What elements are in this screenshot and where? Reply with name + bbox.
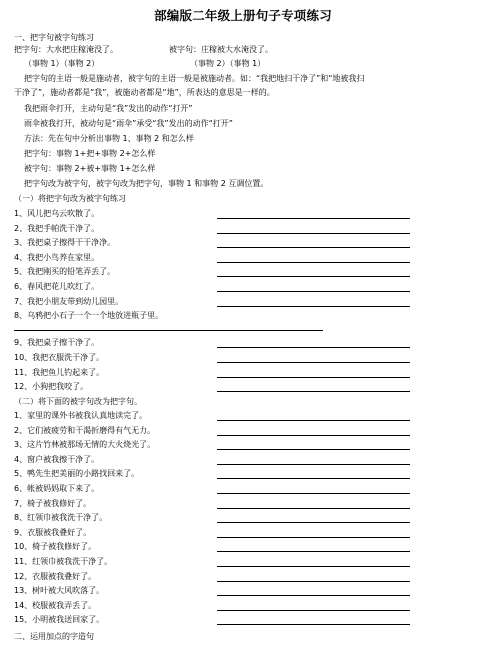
exercise-sentence: 5、鸭先生把美丽的小路找回来了。 bbox=[14, 469, 140, 479]
answer-line[interactable] bbox=[217, 493, 410, 494]
answer-line[interactable] bbox=[217, 478, 410, 479]
marks-left: （事物 1）（事物 2） bbox=[24, 59, 100, 68]
exercise-sentence: 1、风儿把乌云吹散了。 bbox=[14, 209, 100, 218]
answer-line[interactable] bbox=[217, 435, 410, 436]
exercise-sentence: 13、树叶被大风吹落了。 bbox=[14, 586, 105, 596]
answer-line[interactable] bbox=[217, 262, 410, 263]
answer-line[interactable] bbox=[217, 595, 410, 596]
exercise-sentence: 7、我把小朋友带到幼儿园里。 bbox=[14, 296, 124, 306]
answer-line-long[interactable] bbox=[14, 330, 323, 331]
exercise-sentence: 10、椅子被我修好了。 bbox=[14, 542, 97, 552]
answer-line[interactable] bbox=[217, 537, 410, 538]
answer-line[interactable] bbox=[217, 247, 410, 248]
exercise-sentence: 11、红领巾被我洗干净了。 bbox=[14, 557, 113, 566]
exercise-sentence: 4、窗户被我擦干净了。 bbox=[14, 454, 100, 464]
exercise-sentence: 9、我把桌子擦干净了。 bbox=[14, 338, 100, 347]
answer-line[interactable] bbox=[217, 420, 410, 421]
exercise-sentence: 11、我把鱼儿钓起来了。 bbox=[14, 367, 105, 377]
exercise-sentence: 12、衣服被我叠好了。 bbox=[14, 571, 97, 581]
answer-line[interactable] bbox=[217, 347, 410, 348]
answer-line[interactable] bbox=[217, 218, 410, 219]
exercise-sentence: 14、校服被我弄丢了。 bbox=[14, 600, 97, 610]
exercise-sentence: 15、小明被我送回家了。 bbox=[14, 615, 105, 625]
exercise-sentence: 1、家里的课外书被我认真地读完了。 bbox=[14, 411, 148, 420]
worksheet-page: 部编版二年级上册句子专项练习 一、把字句被字句练习 把字句：大水把庄稼淹没了。 被字句：庄稼被大水淹没了。 （事物 1）（事物 2） （事物 2）（事物 1） 把字句的主语一般是施动者，被字句的主语一般是被施动者。如：“我把地扫干净了”和“地被我扫 干净了”，施动者都是“我”，被施动者都是“地”，所表达的意思是一样的。 我把雨伞打开，主动句是“我”发出的动作“打开” 雨伞被我打开，被动句是“雨伞”承受“我”发出的动作“打开” 方法：先在句中分析出事物 1、事物 2 和怎么样 把字句：事物 1+把+事物 2+怎么样 被字句：事物 2+被+事物 1+怎么样 把字句改为被字句，被字句改为把字句，事物 1 和事物 2 互调位置。 （一）将把字句改为被字句练习 1、风儿把乌云吹散了。 2、我把手帕洗干净了。 3、我把桌子擦得干干净净。 4、我把小鸟养在家里。 5、我把刚买的铅笔弄丢了。 6、春风把花儿吹红了。 7、我把小朋友带到幼儿园里。 8、乌鸦把小石子一个一个地放进瓶子里。 9、我把桌子擦干净了。 10、我把衣服洗干净了。 11、我把鱼儿钓起来了。 12、小狗把我咬了。 （二）将下面的被字句改为把字句。 1、家里的课外书被我认真地读完了。 2、它们被疲劳和干渴折磨得有气无力。 3、这片竹林被那场无情的大火烧光了。 4、窗户被我擦干净了。 5、鸭先生把美丽的小路找回来了。 6、帐被妈妈取下来了。 7、椅子被我修好了。 8、红领巾被我洗干净了。 9、衣服被我叠好了。 10、椅子被我修好了。 11、红领巾被我洗干净了。 12、衣服被我叠好了。 13、树叶被大风吹落了。 14、校服被我弄丢了。 15、小明被我送回家了。 二、运用加点的字造句 bbox=[0, 0, 486, 655]
exercise-sentence: 2、它们被疲劳和干渴折磨得有气无力。 bbox=[14, 425, 156, 435]
answer-line[interactable] bbox=[217, 377, 410, 378]
answer-line[interactable] bbox=[217, 624, 410, 625]
answer-line[interactable] bbox=[217, 464, 410, 465]
exercise-sentence: 9、衣服被我叠好了。 bbox=[14, 527, 92, 537]
answer-line[interactable] bbox=[217, 566, 410, 567]
exercise-sentence: 6、春风把花儿吹红了。 bbox=[14, 282, 100, 291]
answer-line[interactable] bbox=[217, 449, 410, 450]
answer-line[interactable] bbox=[217, 362, 410, 363]
example-ba-sentence: 把字句：大水把庄稼淹没了。 bbox=[14, 45, 118, 54]
answer-line[interactable] bbox=[217, 276, 410, 277]
exercise-sentence: 4、我把小鸟养在家里。 bbox=[14, 252, 100, 262]
exercise-sentence: 2、我把手帕洗干净了。 bbox=[14, 223, 100, 233]
answer-line[interactable] bbox=[217, 306, 410, 307]
answer-line[interactable] bbox=[217, 508, 410, 509]
page-title: 部编版二年级上册句子专项练习 bbox=[154, 8, 332, 23]
answer-line[interactable] bbox=[217, 233, 410, 234]
answer-line[interactable] bbox=[217, 581, 410, 582]
exercise-sentence: 12、小狗把我咬了。 bbox=[14, 382, 89, 392]
example-bei-sentence: 被字句：庄稼被大水淹没了。 bbox=[169, 45, 273, 54]
answer-line[interactable] bbox=[217, 551, 410, 552]
exercise-sentence: 3、这片竹林被那场无情的大火烧光了。 bbox=[14, 440, 156, 450]
answer-line[interactable] bbox=[217, 391, 410, 392]
exercise-sentence: 10、我把衣服洗干净了。 bbox=[14, 352, 105, 362]
exercise-sentence: 3、我把桌子擦得干干净净。 bbox=[14, 238, 116, 248]
answer-line[interactable] bbox=[217, 522, 410, 523]
marks-right: （事物 2）（事物 1） bbox=[190, 59, 266, 68]
exercise-sentence: 8、红领巾被我洗干净了。 bbox=[14, 513, 108, 523]
answer-line[interactable] bbox=[217, 291, 410, 292]
exercise-sentence: 5、我把刚买的铅笔弄丢了。 bbox=[14, 267, 116, 277]
answer-line[interactable] bbox=[217, 610, 410, 611]
exercise-sentence: 6、帐被妈妈取下来了。 bbox=[14, 484, 100, 493]
section-1-heading: 一、把字句被字句练习 bbox=[14, 33, 94, 42]
exercise-sentence: 7、椅子被我修好了。 bbox=[14, 498, 92, 508]
